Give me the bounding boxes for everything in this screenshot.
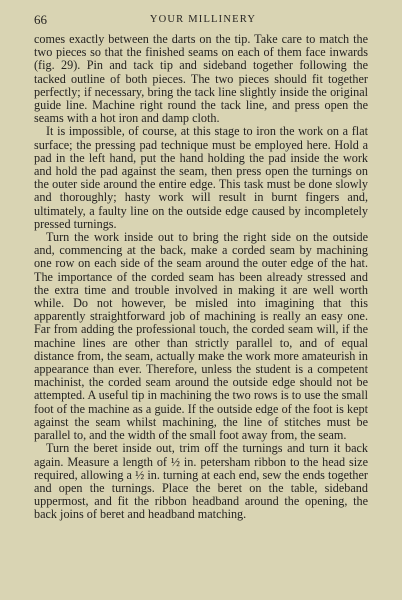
paragraph: It is impossible, of course, at this stage to iron the work on a flat surface; the pressing pad technique must be employed here. Hold a pad in the left hand, put the hand holding the pad inside the work and hold the pad against the seam, then press open the turnings on the outer side around the entire edge. This task must be done slowly and thoroughly; hasty work will result in burnt fingers and, ultimately, a faulty line on the outside edge caused by incompletely pressed turnings.: [34, 124, 368, 231]
body-text: [34, 33, 368, 522]
paragraph: Turn the work inside out to bring the right side on the outside and, commencing at the back, make a corded seam by machining one row on each side of the seam around the outer edge of the hat. The importance of the corded seam has been already stressed and the extra time and trouble involved in making it are well worth while. Do not however, be misled into imagining that this apparently straightforward job of machining is really an easy one. Far from adding the professional touch, the corded seam will, if the machine lines are other than strictly parallel to, and of equal distance from, the seam, actually make the work more amateurish in appearance than ever. Therefore, unless the student is a competent machinist, the corded seam around the outside edge should not be attempted. A useful tip in machining the two rows is to use the small foot of the machine as a guide. If the outside edge of the foot is kept against the seam whilst machining, the line of stitches must be parallel to, and the width of the small foot away from, the seam.: [34, 230, 368, 443]
page-number: 66: [34, 12, 47, 27]
paragraph: comes exactly between the darts on the tip. Take care to match the two pieces so that the finished seams on each of them face inwards (fig. 29). Pin and tack tip and sideband together following the tacked outline of both pieces. The two pieces should fit together perfectly; if necessary, bring the tack line slightly inside the original guide line. Machine right round the tack line, and press open the seams with a hot iron and damp cloth.: [34, 32, 368, 126]
running-head: YOUR MILLINERY: [149, 14, 257, 25]
page-header: [34, 12, 372, 30]
paragraph: Turn the beret inside out, trim off the turnings and turn it back again. Measure a length of ½ in. petersham ribbon to the head size required, allowing a ½ in. turning at each end, sew the ends together and open the turnings. Place the beret on the table, sideband uppermost, and fit the ribbon headband around the opening, the back joins of beret and headband matching.: [34, 441, 368, 522]
